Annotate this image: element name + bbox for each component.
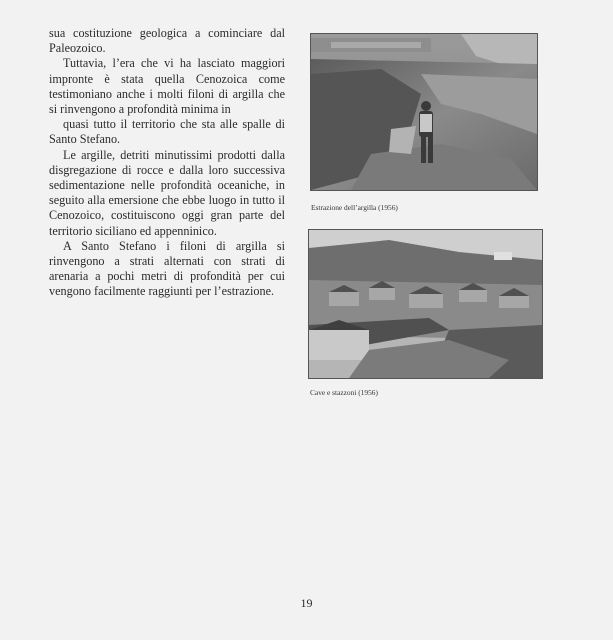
paragraph-4: Le argille, detriti minutissimi prodotti dalla disgregazione di rocce e dalla loro successiva sedimentazione nelle profondità oceaniche, in seguito alla emersione che ebbe luogo in tutto il Cenozoico, costituiscono oggi gran parte del territorio siciliano ed appenninico. — [49, 147, 285, 238]
paragraph-3: quasi tutto il territorio che sta alle spalle di Santo Stefano. — [49, 117, 285, 147]
photo-quarries-kilns-image — [309, 230, 542, 378]
figure-1-caption: Estrazione dell’argilla (1956) — [311, 203, 398, 212]
photo-clay-extraction — [310, 33, 538, 191]
body-text-column — [49, 26, 285, 300]
photo-clay-extraction-image — [311, 34, 537, 190]
paragraph-1: sua costituzione geologica a cominciare dal Paleozoico. — [49, 26, 285, 56]
paragraph-2: Tuttavia, l’era che vi ha lasciato maggiori impronte è stata quella Cenozoica come testimoniano anche i molti filoni di argilla che si rinvengono a profondità minima in — [49, 56, 285, 117]
paragraph-5: A Santo Stefano i filoni di argilla si rinvengono a strati alternati con strati di arenaria a pochi metri di profondità per cui vengono facilmente raggiunti per l’estrazione. — [49, 238, 285, 299]
page-number: 19 — [300, 596, 313, 610]
photo-quarries-kilns — [308, 229, 543, 379]
figure-2-caption: Cave e stazzoni (1956) — [310, 388, 378, 397]
